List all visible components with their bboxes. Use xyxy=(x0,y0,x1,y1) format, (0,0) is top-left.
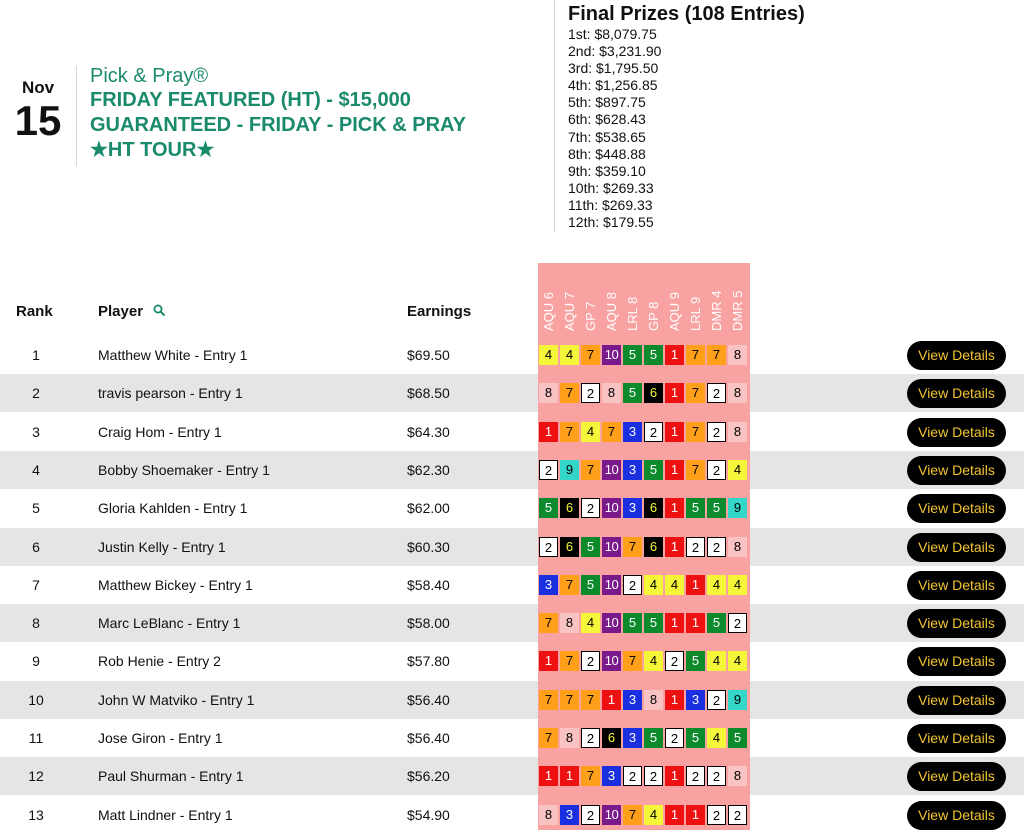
view-details-button[interactable]: View Details xyxy=(907,571,1006,600)
pick-saddle-cloth: 2 xyxy=(728,805,747,825)
pick-saddle-cloth: 7 xyxy=(581,766,600,786)
view-details-button[interactable]: View Details xyxy=(907,801,1006,830)
event-title xyxy=(90,64,466,163)
picks-cell xyxy=(538,528,750,566)
prize-item: 12th: $179.55 xyxy=(568,214,654,231)
pick-saddle-cloth: 7 xyxy=(581,690,600,710)
pick-saddle-cloth: 8 xyxy=(560,728,579,748)
earnings-cell: $64.30 xyxy=(407,423,450,440)
pick-saddle-cloth: 2 xyxy=(539,460,558,480)
earnings-cell: $57.80 xyxy=(407,653,450,670)
pick-saddle-cloth: 2 xyxy=(539,537,558,557)
prize-item: 4th: $1,256.85 xyxy=(568,77,658,94)
race-header xyxy=(664,265,685,333)
player-header-label: Player xyxy=(98,303,144,320)
pick-saddle-cloth: 5 xyxy=(581,575,600,595)
table-row xyxy=(0,451,1024,489)
pick-saddle-cloth: 3 xyxy=(686,690,705,710)
picks-cell xyxy=(538,757,750,795)
pick-saddle-cloth: 6 xyxy=(644,383,663,403)
pick-saddle-cloth: 5 xyxy=(644,728,663,748)
race-header xyxy=(559,265,580,333)
pick-saddle-cloth: 4 xyxy=(728,575,747,595)
pick-saddle-cloth: 1 xyxy=(665,613,684,633)
picks-cell xyxy=(538,719,750,757)
pick-saddle-cloth: 1 xyxy=(665,690,684,710)
pick-saddle-cloth: 3 xyxy=(623,690,642,710)
pick-saddle-cloth: 6 xyxy=(644,498,663,518)
pick-saddle-cloth: 5 xyxy=(644,345,663,365)
pick-saddle-cloth: 10 xyxy=(602,613,621,633)
table-row xyxy=(0,681,1024,719)
player-cell: Paul Shurman - Entry 1 xyxy=(98,768,244,785)
pick-saddle-cloth: 1 xyxy=(539,651,558,671)
table-row xyxy=(0,374,1024,412)
pick-saddle-cloth: 2 xyxy=(623,766,642,786)
pick-saddle-cloth: 2 xyxy=(623,575,642,595)
pick-saddle-cloth: 10 xyxy=(602,537,621,557)
race-header-label: AQU 7 xyxy=(562,291,577,331)
pick-saddle-cloth: 2 xyxy=(581,498,600,518)
pick-saddle-cloth: 7 xyxy=(686,383,705,403)
rank-cell: 4 xyxy=(32,461,40,478)
pick-saddle-cloth: 7 xyxy=(623,805,642,825)
prize-item: 10th: $269.33 xyxy=(568,179,654,196)
table-row xyxy=(0,336,1024,374)
view-details-button[interactable]: View Details xyxy=(907,494,1006,523)
earnings-cell: $56.20 xyxy=(407,768,450,785)
pick-saddle-cloth: 5 xyxy=(644,613,663,633)
pick-saddle-cloth: 4 xyxy=(707,651,726,671)
table-row xyxy=(0,604,1024,642)
pick-saddle-cloth: 5 xyxy=(686,728,705,748)
pick-saddle-cloth: 1 xyxy=(665,805,684,825)
pick-saddle-cloth: 2 xyxy=(707,422,726,442)
earnings-cell: $62.00 xyxy=(407,500,450,517)
player-cell: travis pearson - Entry 1 xyxy=(98,385,243,402)
earnings-cell: $58.40 xyxy=(407,576,450,593)
pick-saddle-cloth: 1 xyxy=(686,575,705,595)
pick-saddle-cloth: 4 xyxy=(728,460,747,480)
pick-saddle-cloth: 8 xyxy=(539,383,558,403)
pick-saddle-cloth: 5 xyxy=(539,498,558,518)
race-header-label: AQU 9 xyxy=(667,291,682,331)
earnings-cell: $68.50 xyxy=(407,385,450,402)
picks-cell xyxy=(538,604,750,642)
pick-saddle-cloth: 2 xyxy=(707,805,726,825)
pick-saddle-cloth: 3 xyxy=(623,728,642,748)
earnings-cell: $69.50 xyxy=(407,347,450,363)
event-date xyxy=(0,78,76,144)
event-month: Nov xyxy=(21,78,55,97)
table-row xyxy=(0,413,1024,451)
pick-saddle-cloth: 3 xyxy=(623,460,642,480)
rank-cell: 3 xyxy=(32,423,40,440)
pick-saddle-cloth: 4 xyxy=(644,805,663,825)
prize-item: 6th: $628.43 xyxy=(568,111,646,128)
pick-saddle-cloth: 9 xyxy=(728,498,747,518)
pick-saddle-cloth: 4 xyxy=(644,575,663,595)
table-row xyxy=(0,757,1024,795)
prize-item: 7th: $538.65 xyxy=(568,128,646,145)
pick-saddle-cloth: 5 xyxy=(644,460,663,480)
picks-cell xyxy=(538,489,750,527)
race-header xyxy=(685,265,706,333)
pick-saddle-cloth: 5 xyxy=(707,613,726,633)
earnings-cell: $56.40 xyxy=(407,691,450,708)
race-headers xyxy=(538,263,750,336)
prize-item: 11th: $269.33 xyxy=(568,196,653,213)
pick-saddle-cloth: 4 xyxy=(560,345,579,365)
pick-saddle-cloth: 8 xyxy=(728,383,747,403)
player-cell: Matthew Bickey - Entry 1 xyxy=(98,576,253,593)
rank-cell: 2 xyxy=(32,385,40,402)
view-details-button[interactable]: View Details xyxy=(907,379,1006,408)
prizes-list xyxy=(568,26,805,231)
pick-saddle-cloth: 2 xyxy=(644,422,663,442)
pick-saddle-cloth: 9 xyxy=(728,690,747,710)
pick-saddle-cloth: 8 xyxy=(728,422,747,442)
player-cell: Bobby Shoemaker - Entry 1 xyxy=(98,461,270,478)
pick-saddle-cloth: 4 xyxy=(581,613,600,633)
pick-saddle-cloth: 9 xyxy=(560,460,579,480)
prize-item: 9th: $359.10 xyxy=(568,162,646,179)
pick-saddle-cloth: 2 xyxy=(707,383,726,403)
race-header-label: LRL 9 xyxy=(688,296,703,331)
earnings-cell: $56.40 xyxy=(407,730,450,746)
race-header-label: GP 8 xyxy=(646,301,661,331)
race-header xyxy=(601,265,622,333)
pick-saddle-cloth: 1 xyxy=(539,766,558,786)
rank-cell: 5 xyxy=(32,500,40,517)
pick-saddle-cloth: 10 xyxy=(602,651,621,671)
pick-saddle-cloth: 7 xyxy=(539,690,558,710)
pick-saddle-cloth: 7 xyxy=(686,345,705,365)
pick-saddle-cloth: 7 xyxy=(560,651,579,671)
event-day: 15 xyxy=(14,97,62,144)
view-details-button[interactable]: View Details xyxy=(907,341,1006,370)
prize-item: 5th: $897.75 xyxy=(568,94,646,111)
player-cell: Justin Kelly - Entry 1 xyxy=(98,538,226,555)
view-details-button[interactable]: View Details xyxy=(907,418,1006,447)
pick-saddle-cloth: 1 xyxy=(665,766,684,786)
pick-saddle-cloth: 5 xyxy=(623,383,642,403)
earnings-header: Earnings xyxy=(407,303,472,320)
pick-saddle-cloth: 8 xyxy=(560,613,579,633)
rank-cell: 11 xyxy=(28,730,44,746)
picks-cell xyxy=(538,566,750,604)
race-header-label: AQU 8 xyxy=(604,291,619,331)
player-cell: Rob Henie - Entry 2 xyxy=(98,653,221,670)
pick-saddle-cloth: 2 xyxy=(665,728,684,748)
pick-saddle-cloth: 6 xyxy=(560,498,579,518)
pick-saddle-cloth: 4 xyxy=(707,728,726,748)
earnings-cell: $54.90 xyxy=(407,806,450,823)
pick-saddle-cloth: 4 xyxy=(665,575,684,595)
player-cell: Matt Lindner - Entry 1 xyxy=(98,806,233,823)
pick-saddle-cloth: 7 xyxy=(581,460,600,480)
event-name-line: FRIDAY FEATURED (HT) - $15,000 xyxy=(90,89,411,111)
earnings-cell: $60.30 xyxy=(407,538,450,555)
prize-item: 3rd: $1,795.50 xyxy=(568,60,659,77)
pick-saddle-cloth: 2 xyxy=(581,383,600,403)
pick-saddle-cloth: 4 xyxy=(728,651,747,671)
pick-saddle-cloth: 3 xyxy=(623,498,642,518)
player-cell: Marc LeBlanc - Entry 1 xyxy=(98,615,241,632)
rank-cell: 10 xyxy=(28,691,44,708)
pick-saddle-cloth: 2 xyxy=(686,766,705,786)
pick-saddle-cloth: 3 xyxy=(539,575,558,595)
race-header-label: GP 7 xyxy=(583,301,598,331)
pick-saddle-cloth: 8 xyxy=(728,345,747,365)
pick-saddle-cloth: 5 xyxy=(728,728,747,748)
pick-saddle-cloth: 7 xyxy=(560,575,579,595)
pick-saddle-cloth: 1 xyxy=(539,422,558,442)
picks-cell xyxy=(538,336,750,374)
pick-saddle-cloth: 1 xyxy=(665,460,684,480)
pick-saddle-cloth: 7 xyxy=(686,460,705,480)
view-details-button[interactable]: View Details xyxy=(907,609,1006,638)
race-header-label: LRL 8 xyxy=(625,296,640,331)
pick-saddle-cloth: 6 xyxy=(602,728,621,748)
event-name-line: GUARANTEED - FRIDAY - PICK & PRAY xyxy=(90,114,466,136)
race-header-label: DMR 4 xyxy=(709,290,724,331)
pick-saddle-cloth: 3 xyxy=(560,805,579,825)
pick-saddle-cloth: 8 xyxy=(602,383,621,403)
table-row xyxy=(0,489,1024,527)
pick-saddle-cloth: 7 xyxy=(707,345,726,365)
rank-cell: 13 xyxy=(28,806,44,823)
pick-saddle-cloth: 8 xyxy=(728,537,747,557)
pick-saddle-cloth: 4 xyxy=(707,575,726,595)
pick-saddle-cloth: 1 xyxy=(686,805,705,825)
view-details-button[interactable]: View Details xyxy=(907,686,1006,715)
search-icon[interactable] xyxy=(153,304,166,321)
view-details-button[interactable]: View Details xyxy=(907,533,1006,562)
pick-saddle-cloth: 4 xyxy=(644,651,663,671)
rank-cell: 6 xyxy=(32,538,40,555)
pick-saddle-cloth: 2 xyxy=(644,766,663,786)
rank-cell: 12 xyxy=(28,768,44,785)
rank-cell: 8 xyxy=(32,615,40,632)
pick-saddle-cloth: 7 xyxy=(560,383,579,403)
pick-saddle-cloth: 7 xyxy=(560,422,579,442)
pick-saddle-cloth: 2 xyxy=(665,651,684,671)
race-header xyxy=(580,265,601,333)
pick-saddle-cloth: 10 xyxy=(602,575,621,595)
pick-saddle-cloth: 5 xyxy=(623,345,642,365)
race-header xyxy=(727,265,748,333)
pick-saddle-cloth: 1 xyxy=(665,383,684,403)
pick-saddle-cloth: 7 xyxy=(581,345,600,365)
rank-header: Rank xyxy=(16,303,53,320)
pick-saddle-cloth: 1 xyxy=(560,766,579,786)
pick-saddle-cloth: 7 xyxy=(686,422,705,442)
race-header xyxy=(622,265,643,333)
earnings-cell: $58.00 xyxy=(407,615,450,632)
pick-saddle-cloth: 1 xyxy=(602,690,621,710)
event-name-line: ★HT TOUR★ xyxy=(90,139,215,161)
picks-cell xyxy=(538,413,750,451)
pick-saddle-cloth: 6 xyxy=(644,537,663,557)
table-row xyxy=(0,796,1024,830)
pick-saddle-cloth: 5 xyxy=(707,498,726,518)
pick-saddle-cloth: 8 xyxy=(728,766,747,786)
pick-saddle-cloth: 1 xyxy=(686,613,705,633)
pick-saddle-cloth: 1 xyxy=(665,537,684,557)
pick-saddle-cloth: 7 xyxy=(539,728,558,748)
prizes-title: Final Prizes (108 Entries) xyxy=(568,3,805,25)
view-details-button[interactable]: View Details xyxy=(907,456,1006,485)
final-prizes xyxy=(554,0,805,232)
view-details-button[interactable]: View Details xyxy=(907,647,1006,676)
pick-saddle-cloth: 10 xyxy=(602,460,621,480)
event-brand: Pick & Pray® xyxy=(90,65,209,87)
pick-saddle-cloth: 2 xyxy=(728,613,747,633)
prize-item: 2nd: $3,231.90 xyxy=(568,43,662,60)
pick-saddle-cloth: 5 xyxy=(686,651,705,671)
player-header[interactable] xyxy=(98,303,166,321)
pick-saddle-cloth: 8 xyxy=(644,690,663,710)
pick-saddle-cloth: 2 xyxy=(707,460,726,480)
table-row xyxy=(0,566,1024,604)
pick-saddle-cloth: 2 xyxy=(581,805,600,825)
pick-saddle-cloth: 7 xyxy=(560,690,579,710)
prize-item: 1st: $8,079.75 xyxy=(568,26,657,42)
pick-saddle-cloth: 10 xyxy=(602,805,621,825)
player-cell: Matthew White - Entry 1 xyxy=(98,347,248,363)
picks-cell xyxy=(538,681,750,719)
pick-saddle-cloth: 1 xyxy=(665,498,684,518)
player-cell: Jose Giron - Entry 1 xyxy=(98,730,223,746)
picks-cell xyxy=(538,374,750,412)
pick-saddle-cloth: 1 xyxy=(665,422,684,442)
rank-cell: 7 xyxy=(32,576,40,593)
pick-saddle-cloth: 3 xyxy=(623,422,642,442)
race-header-label: DMR 5 xyxy=(730,290,745,331)
pick-saddle-cloth: 6 xyxy=(560,537,579,557)
view-details-button[interactable]: View Details xyxy=(907,762,1006,791)
pick-saddle-cloth: 4 xyxy=(539,345,558,365)
race-header xyxy=(706,265,727,333)
player-cell: Craig Hom - Entry 1 xyxy=(98,423,222,440)
pick-saddle-cloth: 7 xyxy=(623,651,642,671)
pick-saddle-cloth: 3 xyxy=(602,766,621,786)
player-cell: John W Matviko - Entry 1 xyxy=(98,691,255,708)
pick-saddle-cloth: 2 xyxy=(707,690,726,710)
picks-cell xyxy=(538,796,750,830)
pick-saddle-cloth: 7 xyxy=(602,422,621,442)
pick-saddle-cloth: 10 xyxy=(602,498,621,518)
picks-cell xyxy=(538,451,750,489)
pick-saddle-cloth: 10 xyxy=(602,345,621,365)
race-header-label: AQU 6 xyxy=(541,291,556,331)
pick-saddle-cloth: 2 xyxy=(581,728,600,748)
pick-saddle-cloth: 5 xyxy=(686,498,705,518)
table-row xyxy=(0,642,1024,680)
pick-saddle-cloth: 7 xyxy=(623,537,642,557)
rank-cell: 1 xyxy=(32,347,40,363)
pick-saddle-cloth: 2 xyxy=(707,766,726,786)
pick-saddle-cloth: 5 xyxy=(581,537,600,557)
prize-item: 8th: $448.88 xyxy=(568,145,646,162)
table-row xyxy=(0,719,1024,757)
view-details-button[interactable]: View Details xyxy=(907,724,1006,753)
picks-cell xyxy=(538,642,750,680)
earnings-cell: $62.30 xyxy=(407,461,450,478)
table-row xyxy=(0,528,1024,566)
race-header xyxy=(538,265,559,333)
race-header xyxy=(643,265,664,333)
divider xyxy=(76,66,77,166)
rank-cell: 9 xyxy=(32,653,40,670)
pick-saddle-cloth: 4 xyxy=(581,422,600,442)
pick-saddle-cloth: 7 xyxy=(539,613,558,633)
pick-saddle-cloth: 2 xyxy=(581,651,600,671)
pick-saddle-cloth: 2 xyxy=(686,537,705,557)
pick-saddle-cloth: 5 xyxy=(623,613,642,633)
pick-saddle-cloth: 1 xyxy=(665,345,684,365)
pick-saddle-cloth: 2 xyxy=(707,537,726,557)
player-cell: Gloria Kahlden - Entry 1 xyxy=(98,500,248,517)
pick-saddle-cloth: 8 xyxy=(539,805,558,825)
